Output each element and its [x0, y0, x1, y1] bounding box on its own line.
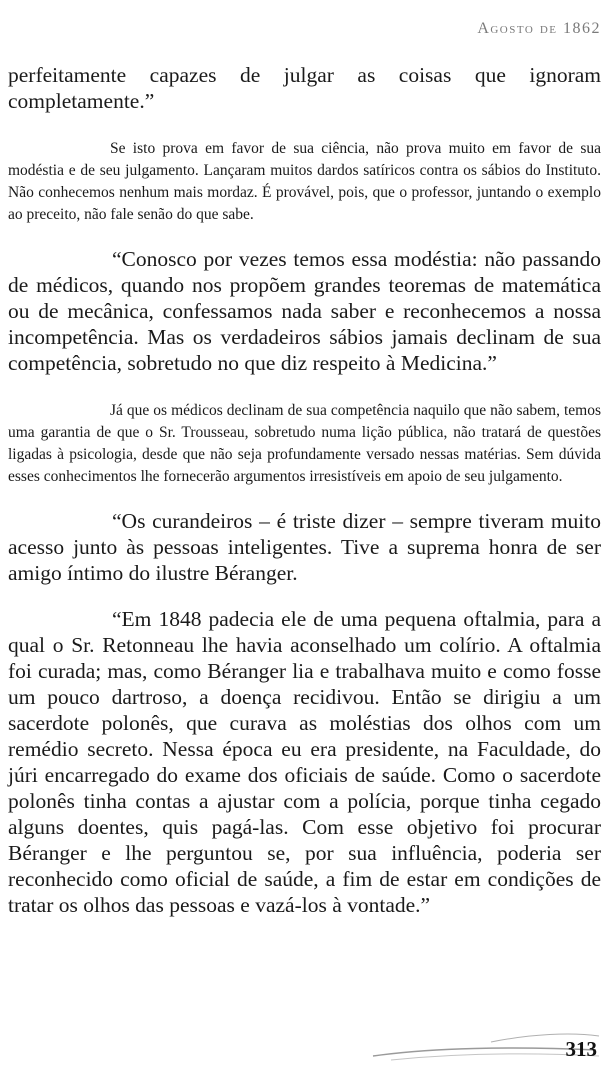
paragraph-6-quote: “Em 1848 padecia ele de uma pequena oftalmia, para a qual o Sr. Retonneau lhe havia aconselhado um colírio. A oftalmia foi curada; mas, como Béranger lia e trabalhava muito e como fosse um pouco dartroso, a doença recidivou. Então se dirigiu a um sacerdote polonês, que curava as moléstias dos olhos com um remédio secreto. Nessa época eu era presidente, na Faculdade, do júri encarregado do exame dos oficiais de saúde. Como o sacerdote polonês tinha contas a ajustar com a polícia, porque tinha cegado alguns doentes, quis pagá-las. Com esse objetivo foi procurar Béranger e lhe perguntou se, por sua influência, poderia ser reconhecido como oficial de saúde, a fim de estar em condições de tratar os olhos das pessoas e vazá-los à vontade.” [8, 607, 601, 917]
paragraph-2-commentary: Se isto prova em favor de sua ciência, não prova muito em favor de sua modéstia e de seu julgamento. Lançaram muitos dardos satíricos contra os sábios do Instituto. Não conhecemos nenhum mais mordaz. É provável, pois, que o professor, juntando o exemplo ao preceito, não fale senão do que sabe. [8, 140, 601, 223]
paragraph-4-commentary: Já que os médicos declinam de sua competência naquilo que não sabem, temos uma garantia de que o Sr. Trousseau, sobretudo numa lição pública, não tratará de questões ligadas à psicologia, desde que não seja profundamente versado nessas matérias. Sem dúvida esses conhecimentos lhe fornecerão argumentos irresistíveis em apoio de seu julgamento. [8, 402, 601, 485]
running-head: Agosto de 1862 [477, 20, 601, 37]
paragraph-3-quote: “Conosco por vezes temos essa modéstia: não passando de médicos, quando nos propõem grandes teoremas de matemática ou de mecânica, confessamos nada saber e reconhecemos a nossa incompetência. Mas os verdadeiros sábios jamais declinam de sua competência, sobretudo no que diz respeito à Medicina.” [8, 247, 601, 375]
paragraph-5-quote: “Os curandeiros – é triste dizer – sempre tiveram muito acesso junto às pessoas inteligentes. Tive a suprema honra de ser amigo íntimo do ilustre Béranger. [8, 509, 601, 585]
paragraph-1: perfeitamente capazes de julgar as coisas que ignoram completamente.” [8, 63, 601, 113]
page-body [8, 62, 601, 918]
page-footer [371, 1030, 601, 1064]
page-number: 313 [565, 1037, 597, 1061]
